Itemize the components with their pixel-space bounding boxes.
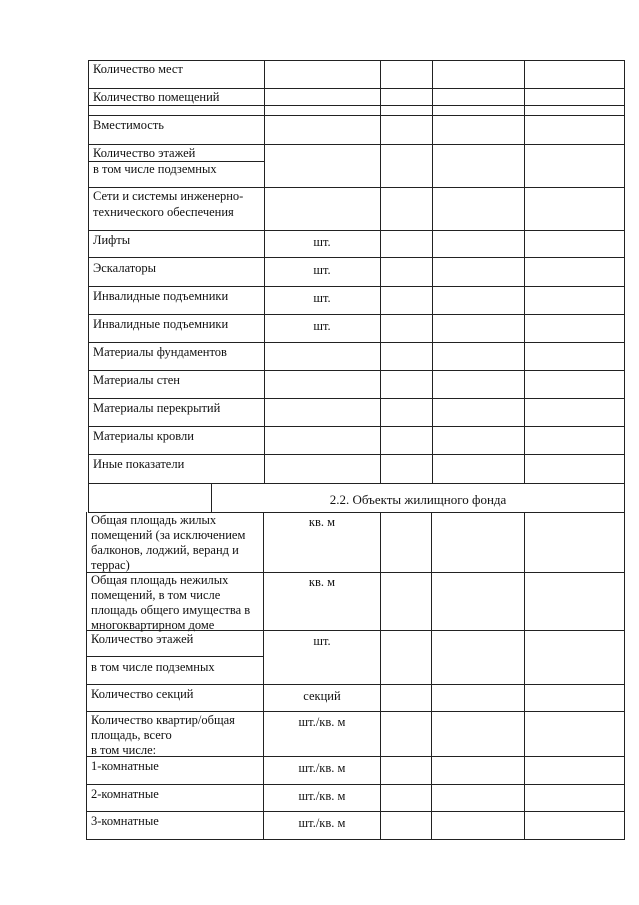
row-divider <box>86 756 624 757</box>
row-label: Общая площадь нежилых <box>91 573 229 587</box>
row-label: Количество этажей <box>91 632 194 646</box>
row-divider <box>88 187 624 188</box>
column-divider <box>380 60 381 484</box>
table-border-bottom <box>86 839 624 840</box>
row-label: Инвалидные подъемники <box>93 289 229 303</box>
unit-cell: шт. <box>313 319 331 333</box>
unit-cell: шт./кв. м <box>298 761 346 775</box>
row-label: балконов, лоджий, веранд и <box>91 543 239 557</box>
row-divider <box>86 711 624 712</box>
row-label: Количество квартир/общая <box>91 713 235 727</box>
unit-cell: шт. <box>313 263 331 277</box>
column-divider <box>524 60 525 484</box>
unit-cell: шт. <box>313 235 331 249</box>
unit-cell: шт. <box>313 634 331 648</box>
unit-cell: шт./кв. м <box>298 715 346 729</box>
row-label: многоквартирном доме <box>91 618 215 632</box>
row-label: в том числе подземных <box>93 162 217 176</box>
row-label: Количество секций <box>91 687 194 701</box>
table-border-right <box>624 512 625 840</box>
row-divider <box>88 370 624 371</box>
row-label: площадь, всего <box>91 728 172 742</box>
unit-cell: шт./кв. м <box>298 816 346 830</box>
row-label: Количество мест <box>93 62 183 76</box>
row-label: Эскалаторы <box>93 261 157 275</box>
column-divider <box>380 512 381 840</box>
row-divider <box>88 257 624 258</box>
row-divider <box>88 115 624 116</box>
row-divider <box>86 811 624 812</box>
row-divider <box>88 398 624 399</box>
table-border-left <box>88 60 89 484</box>
row-label: площадь общего имущества в <box>91 603 251 617</box>
section-title: 2.2. Объекты жилищного фонда <box>329 492 507 507</box>
row-divider <box>88 60 624 61</box>
row-label: Сети и системы инженерно- <box>93 189 244 203</box>
unit-cell: шт./кв. м <box>298 789 346 803</box>
column-divider <box>431 512 432 840</box>
row-label: Вместимость <box>93 118 164 132</box>
row-divider <box>88 230 624 231</box>
unit-cell: секций <box>303 689 341 703</box>
row-label: террас) <box>91 558 130 572</box>
row-label: в том числе: <box>91 743 157 757</box>
row-label: технического обеспечения <box>93 205 234 219</box>
row-label: Общая площадь жилых <box>91 513 217 527</box>
row-divider <box>88 105 624 106</box>
row-divider <box>88 286 624 287</box>
column-divider <box>432 60 433 484</box>
row-label: Материалы перекрытий <box>93 401 221 415</box>
row-label: Материалы стен <box>93 373 180 387</box>
table-border-right <box>624 60 625 484</box>
table-border-right <box>624 483 625 513</box>
row-label: помещений (за исключением <box>91 528 246 542</box>
row-divider <box>88 144 624 145</box>
row-divider <box>86 784 624 785</box>
table-border-left <box>88 483 89 513</box>
row-divider <box>86 656 263 657</box>
row-label: 2-комнатные <box>91 787 159 801</box>
row-divider <box>88 314 624 315</box>
column-divider <box>524 512 525 840</box>
row-label: Материалы кровли <box>93 429 194 443</box>
row-label: Материалы фундаментов <box>93 345 227 359</box>
unit-cell: кв. м <box>308 575 336 589</box>
row-divider <box>88 426 624 427</box>
row-label: 1-комнатные <box>91 759 159 773</box>
row-label: в том числе подземных <box>91 660 215 674</box>
unit-cell: кв. м <box>308 515 336 529</box>
row-label: помещений, в том числе <box>91 588 221 602</box>
row-label: Количество этажей <box>93 146 196 160</box>
unit-cell: шт. <box>313 291 331 305</box>
row-divider <box>88 454 624 455</box>
row-label: 3-комнатные <box>91 814 159 828</box>
row-label: Лифты <box>93 233 131 247</box>
row-divider <box>86 684 624 685</box>
row-label: Количество помещений <box>93 90 220 104</box>
row-label: Иные показатели <box>93 457 185 471</box>
row-divider <box>88 483 624 484</box>
row-divider <box>88 88 624 89</box>
row-label: Инвалидные подъемники <box>93 317 229 331</box>
table-border-left <box>86 512 87 840</box>
row-divider <box>88 342 624 343</box>
